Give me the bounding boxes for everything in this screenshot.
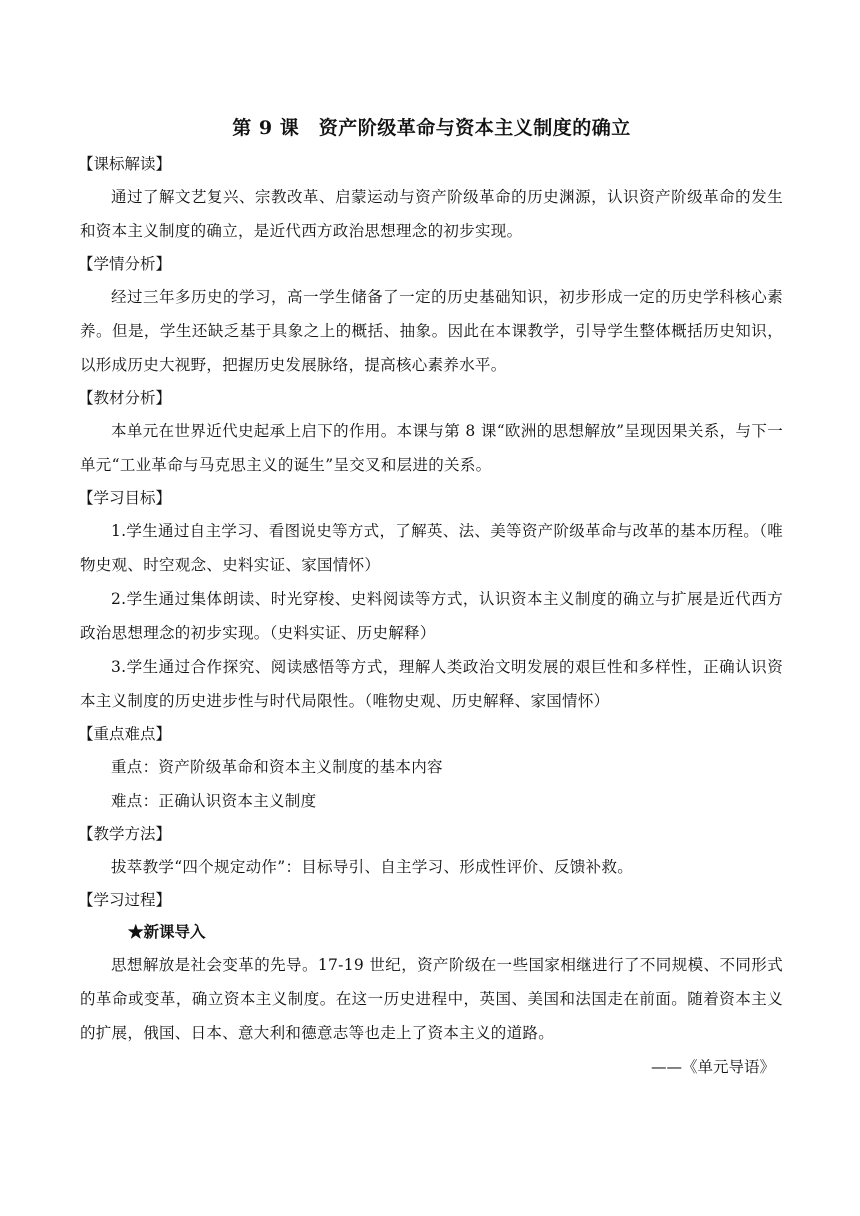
section-heading: 【教材分析】 (78, 389, 172, 407)
section-goals (80, 482, 783, 718)
section-heading: 【学情分析】 (78, 255, 172, 273)
section-methods (80, 818, 783, 884)
paragraph: 经过三年多历史的学习，高一学生储备了一定的历史基础知识，初步形成一定的历史学科核心素养。但是，学生还缺乏基于具象之上的概括、抽象。因此在本课教学，引导学生整体概括历史知识，以形成历史大视野，把握历史发展脉络，提高核心素养水平。 (80, 288, 783, 374)
section-heading: 【教学方法】 (78, 825, 172, 843)
section-textbook (80, 382, 783, 482)
page-title: 第 9 课 资产阶级革命与资本主义制度的确立 (232, 117, 631, 139)
paragraph: 本单元在世界近代史起承上启下的作用。本课与第 8 课“欧洲的思想解放”呈现因果关系，与下一单元“工业革命与马克思主义的诞生”呈交叉和层进的关系。 (80, 422, 783, 474)
section-heading: 【重点难点】 (78, 725, 172, 743)
section-process (80, 884, 783, 1084)
document-body (80, 114, 783, 1084)
goal-item: 3.学生通过合作探究、阅读感悟等方式，理解人类政治文明发展的艰巨性和多样性，正确认识资本主义制度的历史进步性与时代局限性。（唯物史观、历史解释、家国情怀） (80, 658, 783, 710)
paragraph: 拔萃教学“四个规定动作”：目标导引、自主学习、形成性评价、反馈补救。 (111, 858, 634, 876)
section-standard (80, 148, 783, 248)
key-point: 重点：资产阶级革命和资本主义制度的基本内容 (111, 758, 443, 776)
paragraph: 通过了解文艺复兴、宗教改革、启蒙运动与资产阶级革命的历史渊源，认识资产阶级革命的发生和资本主义制度的确立，是近代西方政治思想理念的初步实现。 (80, 188, 783, 240)
section-learner (80, 248, 783, 382)
quote-source: ——《单元导语》 (650, 1058, 775, 1076)
sub-heading: ★新课导入 (128, 922, 206, 941)
section-key-points (80, 718, 783, 818)
difficult-point: 难点：正确认识资本主义制度 (111, 792, 317, 810)
section-heading: 【学习过程】 (78, 891, 172, 909)
goal-item: 2.学生通过集体朗读、时光穿梭、史料阅读等方式，认识资本主义制度的确立与扩展是近代西方政治思想理念的初步实现。（史料实证、历史解释） (80, 590, 783, 642)
section-heading: 【课标解读】 (78, 155, 172, 173)
goal-item: 1.学生通过自主学习、看图说史等方式，了解英、法、美等资产阶级革命与改革的基本历程。（唯物史观、时空观念、史料实证、家国情怀） (80, 522, 783, 574)
section-heading: 【学习目标】 (78, 489, 172, 507)
paragraph: 思想解放是社会变革的先导。17-19 世纪，资产阶级在一些国家相继进行了不同规模、不同形式的革命或变革，确立资本主义制度。在这一历史进程中，英国、美国和法国走在前面。随着资本主义的扩展，俄国、日本、意大利和德意志等也走上了资本主义的道路。 (80, 956, 783, 1042)
